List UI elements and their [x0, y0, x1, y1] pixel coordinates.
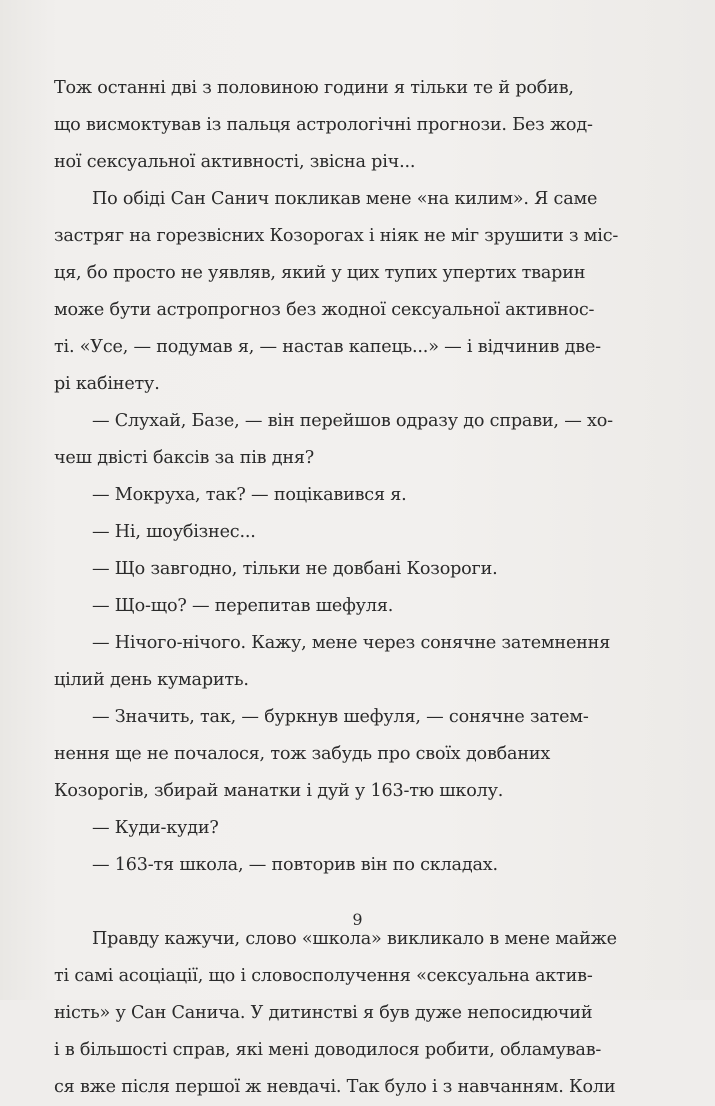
text-line: може бути астропрогноз без жодної сексуальної активнос- — [54, 300, 595, 320]
text-line: — 163-тя школа, — повторив він по складах. — [92, 855, 498, 875]
text-line: що висмоктував із пальця астрологічні прогнози. Без жод- — [54, 115, 593, 135]
text-line: — Ні, шоубізнес... — [92, 522, 256, 542]
text-line: — Нічого-нічого. Кажу, мене через сонячне затемнення — [92, 633, 611, 653]
text-line: Тож останні дві з половиною години я тільки те й робив, — [54, 78, 574, 98]
text-line: ті самі асоціації, що і словосполучення «сексуальна актив- — [54, 966, 593, 986]
text-line: ність» у Сан Санича. У дитинстві я був дуже непосидючий — [54, 1003, 593, 1023]
text-line: — Значить, так, — буркнув шефуля, — сонячне затем- — [92, 707, 589, 727]
text-line: — Куди-куди? — [92, 818, 219, 838]
text-line: ті. «Усе, — подумав я, — настав капець...» — і відчинив две- — [54, 337, 601, 357]
text-line: нення ще не почалося, тож забудь про своїх довбаних — [54, 744, 551, 764]
text-line: застряг на горезвісних Козорогах і ніяк не міг зрушити з міс- — [54, 226, 619, 246]
text-line: — Слухай, Базе, — він перейшов одразу до справи, — хо- — [92, 411, 613, 431]
text-line: Козорогів, збирай манатки і дуй у 163-тю школу. — [54, 781, 504, 801]
text-line: — Що-що? — перепитав шефуля. — [92, 596, 394, 616]
text-line: ся вже після першої ж невдачі. Так було і з навчанням. Коли — [54, 1077, 616, 1097]
text-line: рі кабінету. — [54, 374, 160, 394]
text-line: чеш двісті баксів за пів дня? — [54, 448, 315, 468]
page-number: 9 — [352, 910, 363, 929]
text-line: По обіді Сан Санич покликав мене «на килим». Я саме — [92, 189, 598, 209]
text-line: — Що завгодно, тільки не довбані Козороги. — [92, 559, 498, 579]
body-text — [54, 70, 624, 1106]
text-line: ця, бо просто не уявляв, який у цих тупих упертих тварин — [54, 263, 586, 283]
text-line: цілий день кумарить. — [54, 670, 249, 690]
text-line: Правду кажучи, слово «школа» викликало в мене майже — [92, 929, 617, 949]
text-line: — Мокруха, так? — поцікавився я. — [92, 485, 407, 505]
text-line: ної сексуальної активності, звісна річ... — [54, 152, 416, 172]
text-line: і в більшості справ, які мені доводилося робити, обламував- — [54, 1040, 602, 1060]
